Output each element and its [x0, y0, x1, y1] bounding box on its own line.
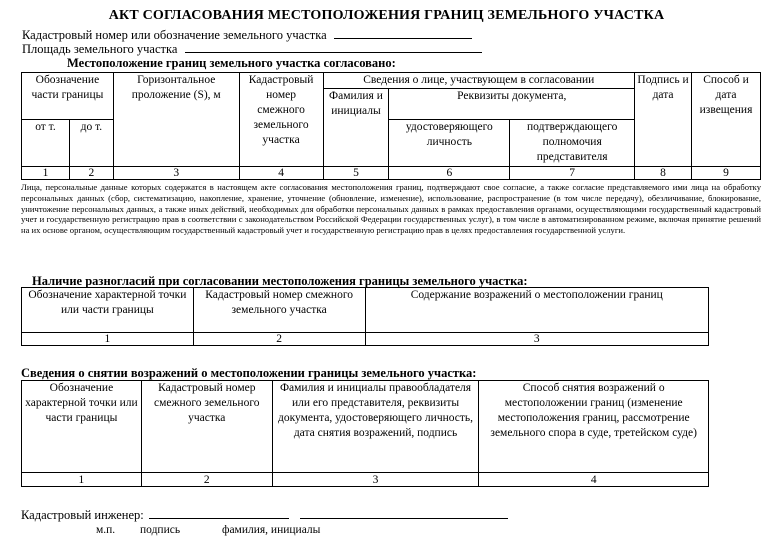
table-row [22, 167, 761, 180]
cadastral-number-field[interactable] [334, 27, 472, 39]
column-number: 2 [69, 167, 113, 180]
column-number: 3 [365, 333, 708, 346]
column-number: 7 [510, 167, 635, 180]
stamp-caption: м.п. [96, 524, 116, 536]
col-point-designation: Обозначение характерной точки или части границы [22, 381, 142, 473]
column-number: 2 [193, 333, 365, 346]
personal-data-consent: Лица, персональные данные которых содержатся в настоящем акте согласования местоположения границ, подтверждают свое согласие, а также согласие представляемого ими лица на обработку персональных данных (сбор, систематизацию, накопление, хранение, уточнение (обновление, изменение), использование, распространение (в том числе передачу), обезличивание, блокирование, уничтожение персональных данных, а также иных действий, необходимых для обработки персональных данных в рамках предоставления органами, осуществляющими государственный кадастровый учет и государственную регистрацию прав в соответствии с законодательством Российской Федерации государственных услуг), в том числе в автоматизированном режиме, включая принятие решений на их основе органом, осуществляющим государственный кадастровый учет и государственную регистрацию прав в целях предоставления государственной услуги. [21, 182, 761, 236]
col-notice-method: Способ и дата извещения [692, 73, 761, 167]
name-caption: фамилия, инициалы [222, 524, 321, 536]
column-number: 1 [22, 167, 70, 180]
table-row [22, 473, 709, 487]
col-to-point: до т. [69, 120, 113, 167]
cadastral-number-label: Кадастровый номер или обозначение земельного участка [22, 28, 327, 42]
col-from-point: от т. [22, 120, 70, 167]
col-signature-date: Подпись и дата [635, 73, 692, 167]
column-number: 2 [141, 473, 272, 487]
col-boundary-designation: Обозначение части границы [22, 73, 114, 120]
agreement-table [21, 72, 761, 180]
document-title: АКТ СОГЛАСОВАНИЯ МЕСТОПОЛОЖЕНИЯ ГРАНИЦ ЗЕМЕЛЬНОГО УЧАСТКА [108, 8, 665, 23]
objections-removal-table [21, 380, 709, 487]
col-adjacent-cadastral: Кадастровый номер смежного земельного участка [193, 288, 365, 333]
col-full-name: Фамилия и инициалы [323, 89, 389, 167]
col-document-requisites: Реквизиты документа, [389, 89, 635, 120]
column-number: 9 [692, 167, 761, 180]
column-number: 1 [22, 333, 194, 346]
col-identity-document: удостоверяющего личность [389, 120, 510, 167]
col-adjacent-cadastral: Кадастровый номер смежного земельного участка [239, 73, 323, 167]
area-label: Площадь земельного участка [22, 42, 178, 56]
col-person-info: Сведения о лице, участвующем в согласовании [323, 73, 635, 89]
table2-heading: Наличие разногласий при согласовании местоположения границы земельного участка: [32, 274, 528, 288]
engineer-label: Кадастровый инженер: [21, 508, 144, 522]
column-number: 1 [22, 473, 142, 487]
col-adjacent-cadastral: Кадастровый номер смежного земельного участка [141, 381, 272, 473]
table-row [22, 333, 709, 346]
engineer-name-field[interactable] [300, 507, 508, 519]
area-row [22, 41, 482, 57]
col-removal-method: Способ снятия возражений о местоположении границ (изменение местоположения границ, рассмотрение земельного спора в суде, третейском суде) [479, 381, 709, 473]
signature-caption: подпись [140, 524, 181, 536]
table1-heading: Местоположение границ земельного участка согласовано: [67, 56, 396, 70]
column-number: 8 [635, 167, 692, 180]
table3-heading: Сведения о снятии возражений о местоположении границы земельного участка: [21, 366, 477, 380]
disagreements-table [21, 287, 709, 346]
engineer-signature-field[interactable] [149, 507, 289, 519]
column-number: 4 [479, 473, 709, 487]
col-owner-details: Фамилия и инициалы правообладателя или его представителя, реквизиты документа, удостоверяющего личность, дата снятия возражений, подпись [272, 381, 479, 473]
col-objection-content: Содержание возражений о местоположении границ [365, 288, 708, 333]
column-number: 3 [272, 473, 479, 487]
column-number: 6 [389, 167, 510, 180]
column-number: 4 [239, 167, 323, 180]
col-authority-document: подтверждающего полномочия представителя [510, 120, 635, 167]
col-horizontal-distance: Горизонтальное проложение (S), м [113, 73, 239, 167]
area-field[interactable] [185, 41, 482, 53]
col-point-designation: Обозначение характерной точки или части границы [22, 288, 194, 333]
column-number: 5 [323, 167, 389, 180]
column-number: 3 [113, 167, 239, 180]
engineer-row [21, 507, 508, 523]
